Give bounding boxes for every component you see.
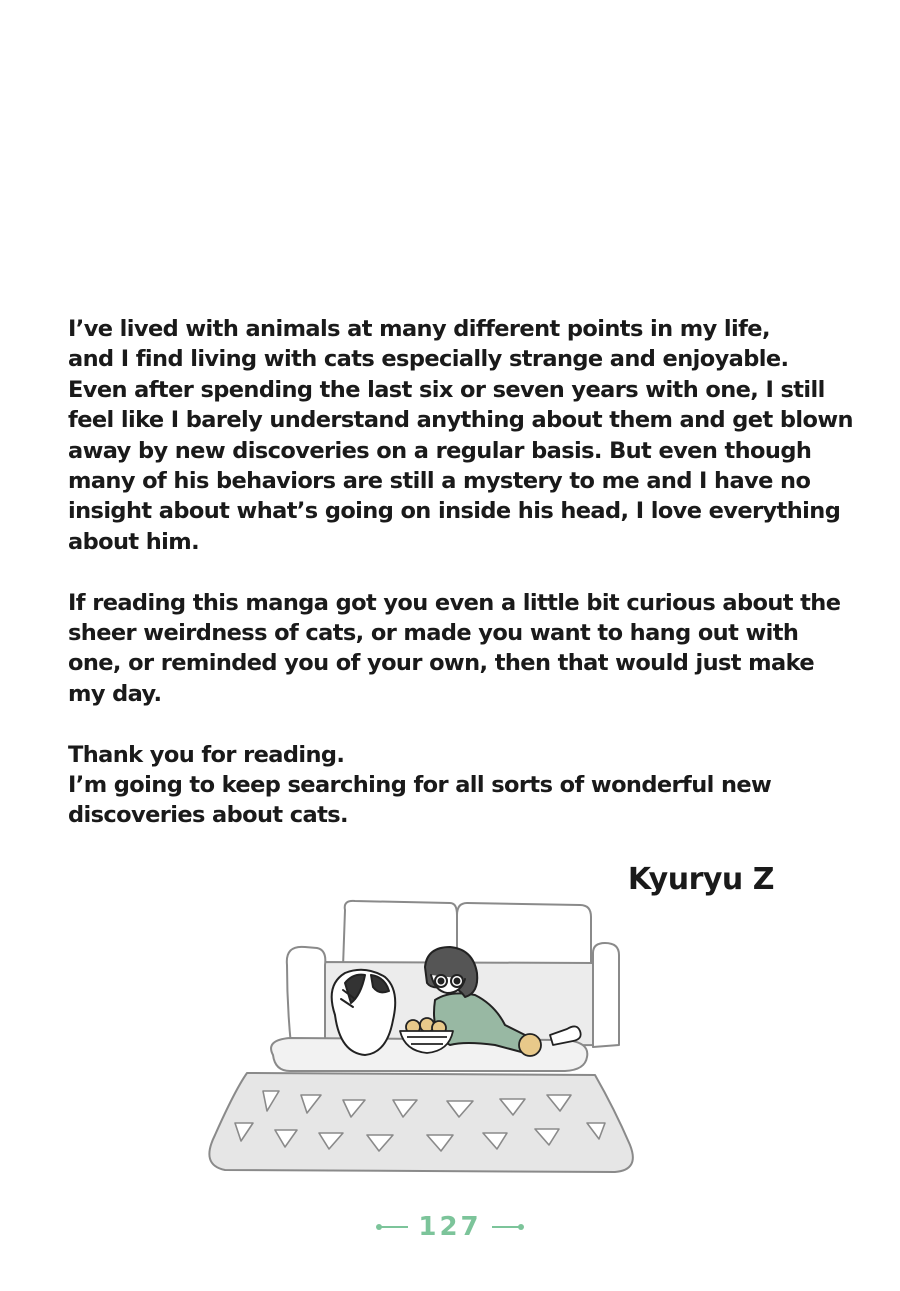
text-line: discoveries about cats. (68, 802, 348, 829)
held-snack (519, 1034, 541, 1056)
folio-dash-right (492, 1226, 522, 1228)
paragraph-gap (68, 557, 788, 587)
author-signature: Kyuryu Z (627, 862, 774, 897)
page-number: 127 (418, 1212, 482, 1242)
text-line: Even after spending the last six or seven years with one, I still (68, 376, 825, 403)
afterword-text (68, 314, 853, 831)
person-eye (439, 979, 444, 984)
text-line: Thank you for reading. (68, 741, 345, 768)
text-line: and I find living with cats especially strange and enjoyable. (68, 346, 789, 373)
text-line: away by new discoveries on a regular basis. But even though (68, 437, 812, 464)
sofa-arm (287, 947, 326, 1045)
kotatsu-blanket (209, 1073, 632, 1172)
sofa-kotatsu-illustration (195, 895, 645, 1180)
text-line: many of his behaviors are still a mystery to me and I have no (68, 468, 811, 495)
sofa-back-cushion (457, 903, 591, 967)
page-number-footer (0, 1212, 900, 1242)
text-line: I’ve lived with animals at many different points in my life, (68, 316, 770, 342)
text-line: one, or reminded you of your own, then that would just make (68, 650, 815, 677)
sofa-arm (593, 943, 619, 1047)
text-line: about him. (68, 528, 200, 555)
text-line: sheer weirdness of cats, or made you want to hang out with (68, 620, 799, 647)
text-line: I’m going to keep searching for all sorts of wonderful new (68, 772, 772, 799)
text-line: my day. (68, 680, 162, 707)
person-eye (455, 979, 460, 984)
text-line: feel like I barely understand anything about them and get blown (68, 407, 853, 434)
folio-dash-left (378, 1226, 408, 1228)
text-line: If reading this manga got you even a little bit curious about the (68, 589, 841, 616)
paragraph-gap (68, 709, 788, 739)
text-line: insight about what’s going on inside his head, I love everything (68, 498, 841, 525)
